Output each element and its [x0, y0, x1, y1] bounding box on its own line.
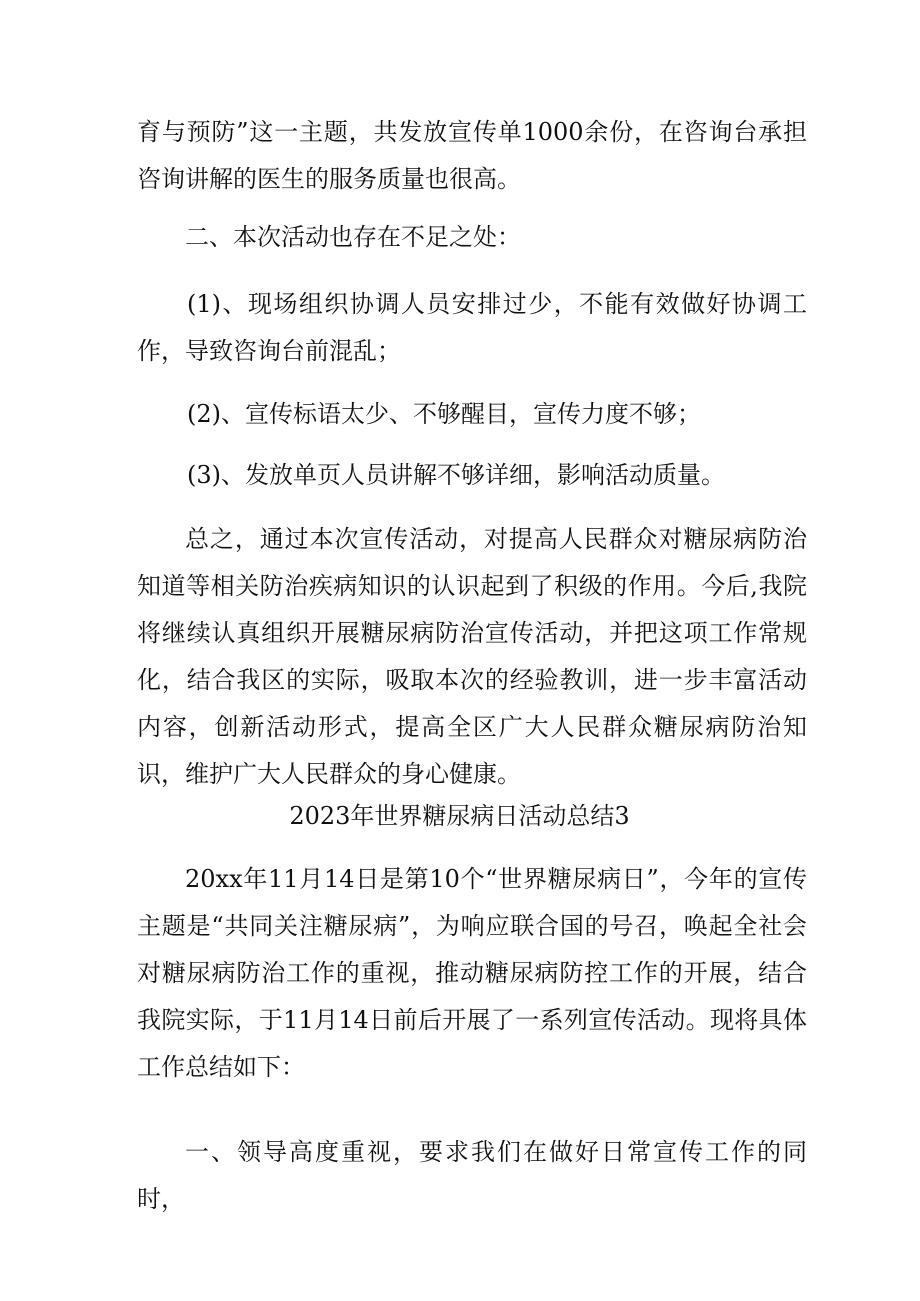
- paragraph-continuation: 育与预防”这一主题，共发放宣传单1000余份，在咨询台承担咨询讲解的医生的服务质量也很高。: [137, 118, 807, 193]
- list-item-1: (1)、现场组织协调人员安排过少，不能有效做好协调工作，导致咨询台前混乱；: [137, 290, 807, 365]
- list-item-2: (2)、宣传标语太少、不够醒目，宣传力度不够；: [187, 400, 701, 428]
- list-item-3: (3)、发放单页人员讲解不够详细，影响活动质量。: [187, 461, 725, 489]
- paragraph-item-one: 一、领导高度重视，要求我们在做好日常宣传工作的同时，: [137, 1138, 807, 1213]
- section-heading-shortcomings: 二、本次活动也存在不足之处：: [185, 223, 521, 251]
- paragraph-conclusion: 总之，通过本次宣传活动，对提高人民群众对糖尿病防治知道等相关防治疾病知识的认识起到了积级的作用。今后,我院将继续认真组织开展糖尿病防治宣传活动，并把这项工作常规化，结合我区的实际，吸取本次的经验教训，进一步丰富活动内容，创新活动形式，提高全区广大人民群众糖尿病防治知识，维护广大人民群众的身心健康。: [137, 525, 807, 788]
- section-title: 2023年世界糖尿病日活动总结3: [289, 802, 630, 830]
- paragraph-intro: 20xx年11月14日是第10个“世界糖尿病日”，今年的宣传主题是“共同关注糖尿病”，为响应联合国的号召，唤起全社会对糖尿病防治工作的重视，推动糖尿病防控工作的开展，结合我院实际，于11月14日前后开展了一系列宣传活动。现将具体工作总结如下：: [137, 865, 807, 1081]
